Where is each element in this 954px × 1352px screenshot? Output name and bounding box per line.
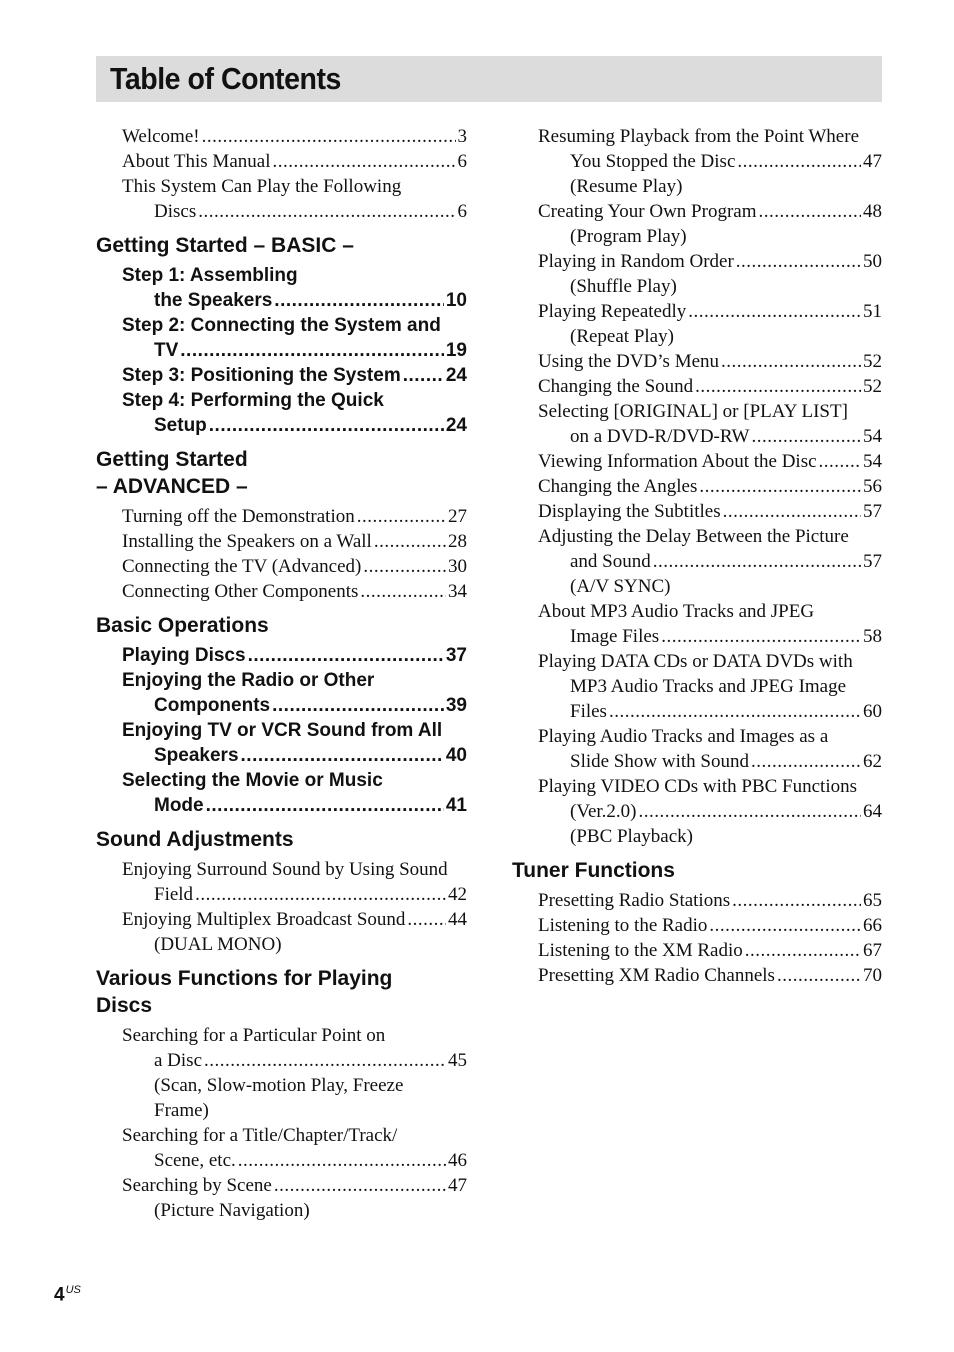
entry-leader-row <box>122 504 467 529</box>
entry-title: Connecting the TV (Advanced) <box>122 556 362 577</box>
entry-page-number: 60 <box>863 701 882 722</box>
entry-title: Components <box>154 695 271 716</box>
toc-entry[interactable] <box>96 124 467 149</box>
entry-page-number: 50 <box>863 251 882 272</box>
page-number-suffix: US <box>65 1284 81 1296</box>
dot-leader <box>709 913 861 938</box>
entry-leader-row <box>538 799 882 824</box>
dot-leader <box>209 413 444 438</box>
entry-title: Image Files <box>570 626 660 647</box>
entry-leader-row <box>538 249 882 274</box>
entry-page-number: 47 <box>448 1175 467 1196</box>
entry-title-line: Resuming Playback from the Point Where <box>538 126 860 147</box>
entry-leader-row <box>122 338 467 363</box>
dot-leader <box>777 963 861 988</box>
entry-leader-row <box>538 199 882 224</box>
page-number-value: 4 <box>54 1284 65 1306</box>
entry-title-line: Step 2: Connecting the System and <box>122 315 441 336</box>
entry-leader-row <box>122 1148 467 1173</box>
entry-page-number: 57 <box>863 501 882 522</box>
toc-entry[interactable] <box>512 124 882 199</box>
entry-page-number: 64 <box>863 801 882 822</box>
entry-leader-row <box>122 693 467 718</box>
entry-page-number: 40 <box>445 745 467 766</box>
toc-entry[interactable] <box>512 374 882 399</box>
toc-entry[interactable] <box>512 524 882 599</box>
toc-entry[interactable] <box>512 474 882 499</box>
entry-page-number: 54 <box>863 451 882 472</box>
entry-subtitle: (Repeat Play) <box>570 326 674 347</box>
entry-leader-row <box>122 743 467 768</box>
entry-title: Mode <box>154 795 204 816</box>
dot-leader <box>274 1173 446 1198</box>
dot-leader <box>195 882 446 907</box>
toc-entry[interactable] <box>512 499 882 524</box>
section-heading <box>512 857 882 884</box>
entry-leader-row <box>122 124 467 149</box>
toc-entry[interactable] <box>96 643 467 668</box>
entry-title-line: Selecting [ORIGINAL] or [PLAY LIST] <box>538 401 848 422</box>
entry-leader-row <box>122 907 467 932</box>
dot-leader <box>723 499 861 524</box>
entry-subtitle: (A/V SYNC) <box>570 576 671 597</box>
dot-leader <box>206 793 444 818</box>
entry-title: Playing Discs <box>122 645 246 666</box>
dot-leader <box>374 529 446 554</box>
entry-title-line: Playing Audio Tracks and Images as a <box>538 726 829 747</box>
entry-title-line: MP3 Audio Tracks and JPEG Image <box>570 676 847 697</box>
entry-leader-row <box>122 1048 467 1073</box>
entry-title: on a DVD-R/DVD-RW <box>570 426 750 447</box>
entry-title: Enjoying Multiplex Broadcast Sound <box>122 909 406 930</box>
dot-leader <box>736 249 861 274</box>
section-heading-line: Basic Operations <box>96 614 269 637</box>
toc-entry[interactable] <box>512 913 882 938</box>
dot-leader <box>272 693 444 718</box>
dot-leader <box>732 888 861 913</box>
toc-entry[interactable] <box>512 774 882 849</box>
dot-leader <box>661 624 861 649</box>
entry-subtitle: (PBC Playback) <box>570 826 693 847</box>
toc-entry[interactable] <box>96 149 467 174</box>
toc-entry[interactable] <box>512 199 882 249</box>
dot-leader <box>407 907 446 932</box>
entry-leader-row <box>122 882 467 907</box>
dot-leader <box>721 349 861 374</box>
entry-title: Using the DVD’s Menu <box>538 351 720 372</box>
entry-page-number: 52 <box>863 351 882 372</box>
entry-title: Scene, etc. <box>154 1150 236 1171</box>
toc-entry[interactable] <box>96 907 467 957</box>
entry-title: Changing the Angles <box>538 476 698 497</box>
entry-title: Setup <box>154 415 207 436</box>
entry-leader-row <box>538 938 882 963</box>
entry-leader-row <box>122 363 467 388</box>
entry-page-number: 52 <box>863 376 882 397</box>
entry-leader-row <box>538 913 882 938</box>
toc-entry[interactable] <box>96 1023 467 1123</box>
entry-page-number: 24 <box>445 365 467 386</box>
entry-leader-row <box>122 413 467 438</box>
section-heading <box>96 446 467 500</box>
entry-subtitle: (Shuffle Play) <box>570 276 677 297</box>
toc-entry[interactable] <box>96 579 467 604</box>
toc-entry[interactable] <box>96 363 467 388</box>
toc-column-right <box>512 124 882 988</box>
entry-title: Displaying the Subtitles <box>538 501 721 522</box>
entry-title: Field <box>154 884 194 905</box>
entry-title-line: Searching for a Title/Chapter/Track/ <box>122 1125 398 1146</box>
entry-page-number: 44 <box>448 909 467 930</box>
dot-leader <box>272 149 455 174</box>
dot-leader <box>357 504 446 529</box>
entry-page-number: 37 <box>445 645 467 666</box>
section-heading-line: Getting Started – BASIC – <box>96 234 354 257</box>
section-heading-line: Various Functions for Playing <box>96 967 393 990</box>
entry-leader-row <box>538 749 882 774</box>
entry-leader-row <box>538 474 882 499</box>
entry-title: Files <box>570 701 607 722</box>
entry-leader-row <box>538 963 882 988</box>
toc-entry[interactable] <box>96 718 467 768</box>
toc-entry[interactable] <box>512 938 882 963</box>
section-heading <box>96 232 467 259</box>
entry-leader-row <box>122 149 467 174</box>
toc-entry[interactable] <box>512 599 882 649</box>
entry-page-number: 46 <box>448 1150 467 1171</box>
toc-entry[interactable] <box>512 299 882 349</box>
entry-title: the Speakers <box>154 290 273 311</box>
entry-title: Playing in Random Order <box>538 251 734 272</box>
entry-leader-row <box>538 424 882 449</box>
toc-entry[interactable] <box>96 1173 467 1223</box>
toc-entry[interactable] <box>96 388 467 438</box>
toc-entry[interactable] <box>512 249 882 299</box>
dot-leader <box>688 299 861 324</box>
entry-title-line: This System Can Play the Following <box>122 176 402 197</box>
entry-leader-row <box>538 349 882 374</box>
entry-title: You Stopped the Disc <box>570 151 736 172</box>
entry-title-line: Searching for a Particular Point on <box>122 1025 386 1046</box>
entry-page-number: 30 <box>448 556 467 577</box>
entry-leader-row <box>538 888 882 913</box>
entry-page-number: 34 <box>448 581 467 602</box>
entry-leader-row <box>122 554 467 579</box>
entry-page-number: 6 <box>457 151 467 172</box>
entry-page-number: 28 <box>448 531 467 552</box>
entry-page-number: 51 <box>863 301 882 322</box>
entry-title: a Disc <box>154 1050 203 1071</box>
entry-leader-row <box>122 643 467 668</box>
entry-leader-row <box>538 299 882 324</box>
section-heading <box>96 965 467 1019</box>
entry-page-number: 41 <box>445 795 467 816</box>
entry-title-line: About MP3 Audio Tracks and JPEG <box>538 601 815 622</box>
entry-subtitle: (Program Play) <box>570 226 687 247</box>
entry-title-line: Playing DATA CDs or DATA DVDs with <box>538 651 853 672</box>
entry-page-number: 70 <box>863 965 882 986</box>
toc-column-left <box>96 124 467 1223</box>
section-heading-line: – ADVANCED – <box>96 475 248 498</box>
dot-leader <box>638 799 861 824</box>
section-heading <box>96 826 467 853</box>
entry-title-line: Enjoying the Radio or Other <box>122 670 375 691</box>
entry-page-number: 10 <box>445 290 467 311</box>
dot-leader <box>819 449 861 474</box>
entry-page-number: 19 <box>445 340 467 361</box>
entry-leader-row <box>538 699 882 724</box>
dot-leader <box>241 743 444 768</box>
dot-leader <box>363 554 446 579</box>
toc-entry[interactable] <box>96 768 467 818</box>
toc-entry[interactable] <box>512 888 882 913</box>
entry-page-number: 67 <box>863 940 882 961</box>
entry-subtitle: (Resume Play) <box>570 176 683 197</box>
page-number <box>54 1284 81 1306</box>
entry-title-line: Step 4: Performing the Quick <box>122 390 384 411</box>
toc-entry[interactable] <box>96 668 467 718</box>
entry-title: Slide Show with Sound <box>570 751 749 772</box>
entry-page-number: 48 <box>863 201 882 222</box>
entry-title: Changing the Sound <box>538 376 694 397</box>
dot-leader <box>238 1148 446 1173</box>
entry-title: Viewing Information About the Disc <box>538 451 817 472</box>
dot-leader <box>204 1048 446 1073</box>
entry-page-number: 62 <box>863 751 882 772</box>
entry-title-line: Enjoying TV or VCR Sound from All <box>122 720 443 741</box>
toc-entry[interactable] <box>96 1123 467 1173</box>
entry-leader-row <box>538 624 882 649</box>
dot-leader <box>737 149 861 174</box>
entry-leader-row <box>122 199 467 224</box>
dot-leader <box>609 699 861 724</box>
section-heading <box>96 612 467 639</box>
entry-page-number: 24 <box>445 415 467 436</box>
entry-leader-row <box>122 793 467 818</box>
entry-page-number: 27 <box>448 506 467 527</box>
entry-title-line: Enjoying Surround Sound by Using Sound <box>122 859 448 880</box>
entry-subtitle: (Scan, Slow-motion Play, Freeze <box>154 1075 404 1096</box>
toc-entry[interactable] <box>96 174 467 224</box>
dot-leader <box>180 338 444 363</box>
entry-title: Discs <box>154 201 197 222</box>
entry-title: (Ver.2.0) <box>570 801 637 822</box>
entry-leader-row <box>538 449 882 474</box>
entry-title: Step 3: Positioning the System <box>122 365 401 386</box>
entry-page-number: 39 <box>445 695 467 716</box>
entry-leader-row <box>122 529 467 554</box>
entry-title: Presetting XM Radio Channels <box>538 965 775 986</box>
toc-entry[interactable] <box>512 649 882 724</box>
entry-page-number: 42 <box>448 884 467 905</box>
entry-page-number: 3 <box>457 126 467 147</box>
entry-title-line: Selecting the Movie or Music <box>122 770 383 791</box>
toc-entry[interactable] <box>512 349 882 374</box>
entry-title: Connecting Other Components <box>122 581 359 602</box>
dot-leader <box>202 124 456 149</box>
entry-leader-row <box>122 288 467 313</box>
dot-leader <box>248 643 444 668</box>
entry-leader-row <box>122 1173 467 1198</box>
entry-title: Installing the Speakers on a Wall <box>122 531 372 552</box>
entry-page-number: 66 <box>863 915 882 936</box>
dot-leader <box>745 938 861 963</box>
entry-page-number: 56 <box>863 476 882 497</box>
entry-leader-row <box>122 579 467 604</box>
entry-title-line: Playing VIDEO CDs with PBC Functions <box>538 776 857 797</box>
entry-title: Searching by Scene <box>122 1175 272 1196</box>
entry-subtitle: (Picture Navigation) <box>154 1200 310 1221</box>
toc-entry[interactable] <box>96 263 467 313</box>
entry-leader-row <box>538 549 882 574</box>
section-heading-line: Sound Adjustments <box>96 828 294 851</box>
entry-page-number: 45 <box>448 1050 467 1071</box>
dot-leader <box>274 288 444 313</box>
dot-leader <box>653 549 861 574</box>
entry-title: Welcome! <box>122 126 200 147</box>
entry-page-number: 47 <box>863 151 882 172</box>
entry-title: Speakers <box>154 745 239 766</box>
entry-title: Creating Your Own Program <box>538 201 757 222</box>
section-heading-line: Getting Started <box>96 448 248 471</box>
toc-entry[interactable] <box>512 449 882 474</box>
entry-title: Listening to the XM Radio <box>538 940 743 961</box>
entry-title-line: Step 1: Assembling <box>122 265 298 286</box>
section-heading-line: Discs <box>96 994 153 1017</box>
entry-title: Playing Repeatedly <box>538 301 687 322</box>
toc-entry[interactable] <box>96 857 467 907</box>
dot-leader <box>759 199 862 224</box>
entry-title-line: Adjusting the Delay Between the Picture <box>538 526 849 547</box>
toc-entry[interactable] <box>512 399 882 449</box>
toc-entry[interactable] <box>96 554 467 579</box>
entry-page-number: 54 <box>863 426 882 447</box>
page-title: Table of Contents <box>110 61 341 96</box>
entry-page-number: 58 <box>863 626 882 647</box>
toc-entry[interactable] <box>96 313 467 363</box>
dot-leader <box>751 749 861 774</box>
entry-page-number: 57 <box>863 551 882 572</box>
toc-entry[interactable] <box>512 724 882 774</box>
toc-entry[interactable] <box>512 963 882 988</box>
dot-leader <box>360 579 446 604</box>
entry-subtitle: (DUAL MONO) <box>154 934 282 955</box>
entry-subtitle: Frame) <box>154 1100 209 1121</box>
dot-leader <box>695 374 861 399</box>
entry-leader-row <box>538 499 882 524</box>
toc-entry[interactable] <box>96 529 467 554</box>
entry-leader-row <box>538 149 882 174</box>
title-bar <box>96 56 882 102</box>
entry-title: Turning off the Demonstration <box>122 506 355 527</box>
entry-title: Listening to the Radio <box>538 915 708 936</box>
entry-page-number: 65 <box>863 890 882 911</box>
entry-title: TV <box>154 340 179 361</box>
entry-title: About This Manual <box>122 151 271 172</box>
toc-entry[interactable] <box>96 504 467 529</box>
dot-leader <box>699 474 861 499</box>
section-heading-line: Tuner Functions <box>512 859 675 882</box>
entry-title: and Sound <box>570 551 651 572</box>
entry-leader-row <box>538 374 882 399</box>
dot-leader <box>403 363 444 388</box>
entry-title: Presetting Radio Stations <box>538 890 731 911</box>
dot-leader <box>198 199 455 224</box>
dot-leader <box>751 424 861 449</box>
entry-page-number: 6 <box>457 201 467 222</box>
